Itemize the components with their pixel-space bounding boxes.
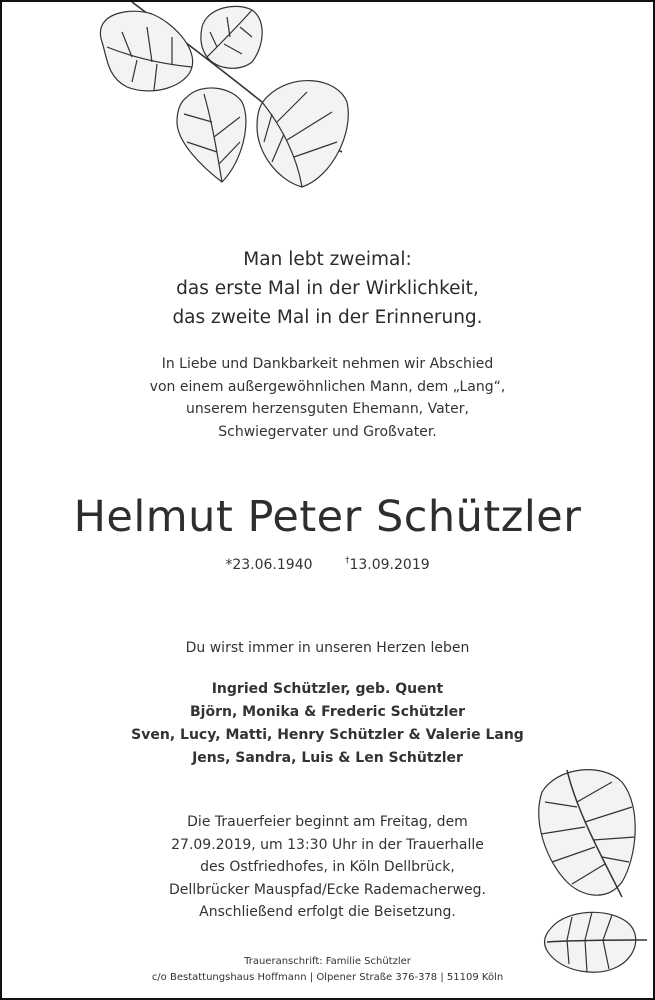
- family-list: [2, 678, 653, 770]
- quote-line-3: das zweite Mal in der Erinnerung.: [172, 307, 483, 328]
- funeral-line-2: 27.09.2019, um 13:30 Uhr in der Trauerhalle: [171, 836, 484, 853]
- birth-symbol: *: [225, 556, 233, 573]
- leaves-bottom-illustration: [527, 762, 652, 987]
- intro-line-3: unserem herzensguten Ehemann, Vater,: [186, 401, 469, 417]
- quote-line-2: das erste Mal in der Wirklichkeit,: [176, 278, 479, 299]
- funeral-line-5: Anschließend erfolgt die Beisetzung.: [199, 904, 456, 920]
- intro-line-4: Schwiegervater und Großvater.: [218, 423, 437, 440]
- deceased-name: Helmut Peter Schützler: [73, 492, 582, 542]
- family-member: Ingried Schützler, geb. Quent: [211, 681, 444, 697]
- quote: [2, 245, 653, 332]
- intro-text: [2, 353, 653, 443]
- address-line-2: c/o Bestattungshaus Hoffmann | Olpener Straße 376-378 | 51109 Köln: [151, 972, 504, 983]
- death-date: 13.09.2019: [349, 556, 430, 573]
- family-member: Björn, Monika & Frederic Schützler: [190, 704, 465, 720]
- quote-line-1: Man lebt zweimal:: [243, 249, 412, 270]
- family-member: Jens, Sandra, Luis & Len Schützler: [192, 750, 463, 766]
- address-line-1: Traueranschrift: Familie Schützler: [244, 956, 411, 967]
- death-date-group: [345, 556, 430, 573]
- family-member: Sven, Lucy, Matti, Henry Schützler & Valerie Lang: [131, 727, 524, 743]
- birth-date-group: [225, 557, 312, 573]
- life-dates: [2, 556, 653, 573]
- birth-date: 23.06.1940: [232, 556, 313, 573]
- leaves-top-illustration: [92, 2, 352, 202]
- funeral-line-4: Dellbrücker Mauspfad/Ecke Rademacherweg.: [169, 881, 486, 898]
- intro-line-2: von einem außergewöhnlichen Mann, dem „Lang“,: [149, 378, 506, 395]
- intro-line-1: In Liebe und Dankbarkeit nehmen wir Abschied: [161, 356, 494, 372]
- motto: Du wirst immer in unseren Herzen leben: [185, 640, 470, 656]
- funeral-line-1: Die Trauerfeier beginnt am Freitag, dem: [187, 814, 468, 830]
- funeral-line-3: des Ostfriedhofes, in Köln Dellbrück,: [200, 859, 455, 875]
- death-symbol: †: [344, 556, 350, 566]
